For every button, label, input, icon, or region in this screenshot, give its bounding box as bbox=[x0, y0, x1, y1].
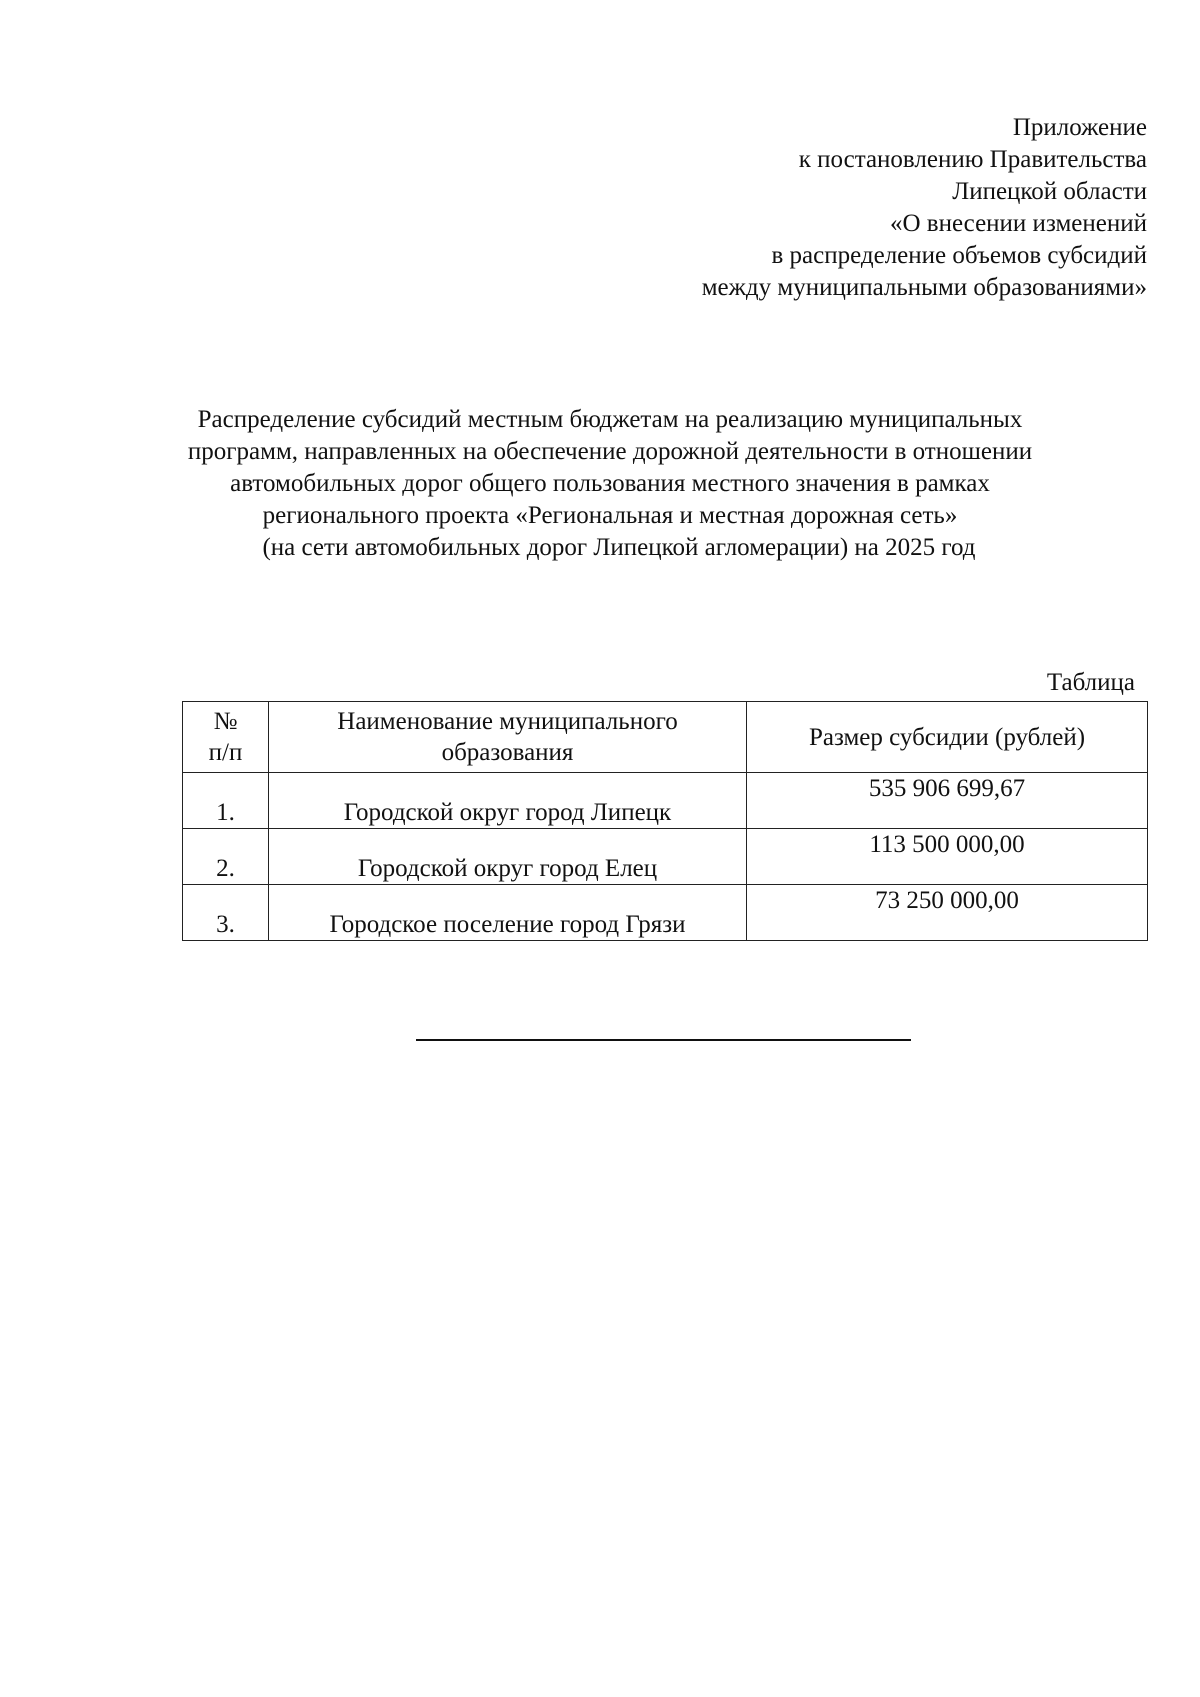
title-line: Распределение субсидий местным бюджетам на реализацию муниципальных bbox=[197, 406, 1023, 433]
document-title bbox=[140, 404, 1080, 564]
header-number bbox=[183, 702, 269, 773]
title-line: автомобильных дорог общего пользования местного значения в рамках bbox=[230, 470, 990, 497]
row-amount: 73 250 000,00 bbox=[747, 885, 1148, 941]
table-caption: Таблица bbox=[1046, 669, 1135, 696]
appendix-line: между муниципальными образованиями» bbox=[701, 274, 1147, 301]
appendix-heading bbox=[447, 112, 1147, 304]
row-number: 3. bbox=[183, 885, 269, 941]
appendix-line: Приложение bbox=[1012, 114, 1147, 141]
row-municipality: Городской округ город Елец bbox=[269, 829, 747, 885]
appendix-line: Липецкой области bbox=[952, 178, 1147, 205]
row-municipality: Городской округ город Липецк bbox=[269, 773, 747, 829]
title-line: регионального проекта «Региональная и местная дорожная сеть» bbox=[262, 502, 958, 529]
table-row bbox=[183, 829, 1148, 885]
header-number-abbrev: п/п bbox=[208, 739, 243, 766]
appendix-line: в распределение объемов субсидий bbox=[771, 242, 1147, 269]
title-line: (на сети автомобильных дорог Липецкой агломерации) на 2025 год bbox=[262, 534, 976, 561]
row-number: 2. bbox=[183, 829, 269, 885]
subsidy-table bbox=[182, 701, 1148, 941]
header-amount: Размер субсидии (рублей) bbox=[747, 702, 1148, 773]
header-municipality: Наименование муниципального образования bbox=[269, 702, 747, 773]
appendix-line: «О внесении изменений bbox=[889, 210, 1147, 237]
title-line: программ, направленных на обеспечение дорожной деятельности в отношении bbox=[187, 438, 1033, 465]
table-header-row bbox=[183, 702, 1148, 773]
closing-rule bbox=[416, 1039, 911, 1041]
table-row bbox=[183, 885, 1148, 941]
row-municipality: Городское поселение город Грязи bbox=[269, 885, 747, 941]
row-amount: 113 500 000,00 bbox=[747, 829, 1148, 885]
row-amount: 535 906 699,67 bbox=[747, 773, 1148, 829]
appendix-line: к постановлению Правительства bbox=[798, 146, 1147, 173]
row-number: 1. bbox=[183, 773, 269, 829]
header-number-symbol: № bbox=[213, 708, 238, 735]
table-row bbox=[183, 773, 1148, 829]
